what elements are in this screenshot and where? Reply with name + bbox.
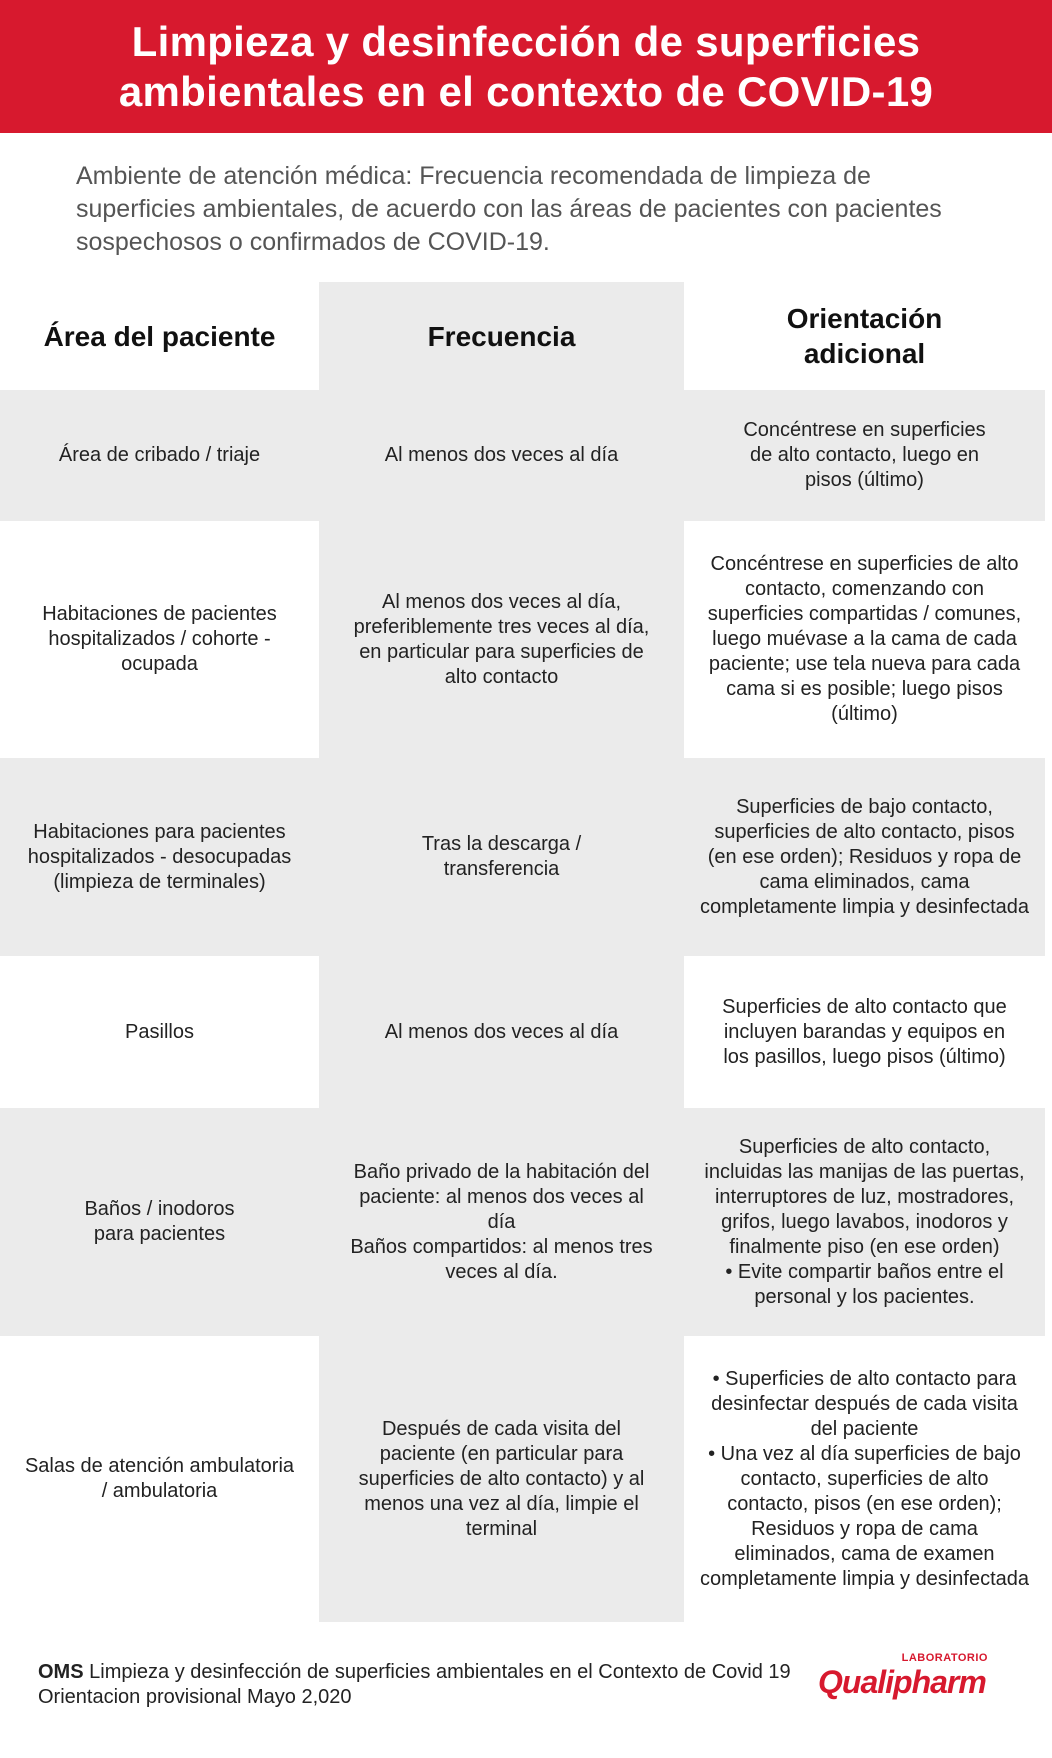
frequency-cell: Al menos dos veces al día: [384, 1020, 619, 1043]
table-row: [0, 1336, 1045, 1622]
guidance-cell: Concéntrese en superficies de alto contacto, luego en pisos (último): [743, 419, 986, 491]
header-frequency: Frecuencia: [427, 320, 576, 352]
title-line-2: ambientales en el contexto de COVID-19: [118, 67, 934, 115]
area-cell: Baños / inodoros para pacientes: [84, 1198, 235, 1245]
source-org: OMS: [38, 1661, 84, 1683]
frequency-line: Baños compartidos: al menos tres veces al día.: [350, 1235, 653, 1283]
title-line-1: Limpieza y desinfección de superficies: [131, 17, 921, 65]
guidance-line: Superficies de alto contacto, incluidas las manijas de las puertas, interruptores de luz, mostradores, grifos, luego lavabos, inodoros y finalmente piso (en ese orden): [704, 1135, 1025, 1258]
area-cell: Habitaciones para pacientes hospitalizados - desocupadas (limpieza de terminales): [27, 820, 292, 893]
guidance-cell: Concéntrese en superficies de alto contacto, comenzando con superficies compartidas / comunes, luego muévase a la cama de cada paciente; use tela nueva para cada cama si es posible; luego pisos (último): [707, 553, 1022, 725]
guidance-cell: [684, 1336, 1045, 1622]
guidance-cell: [684, 1108, 1045, 1336]
table-row: [0, 390, 1045, 521]
logo-laboratorio: LABORATORIO: [901, 1652, 988, 1664]
intro-text: Ambiente de atención médica: Frecuencia recomendada de limpieza de superficies ambientales, de acuerdo con las áreas de pacientes con pacientes sospechosos o confirmados de COVID-19.: [76, 162, 942, 256]
table-row: [0, 521, 1045, 758]
frequency-line: Baño privado de la habitación del paciente: al menos dos veces al día: [353, 1160, 650, 1233]
header-guidance: Orientación adicional: [786, 303, 943, 369]
table-row: [0, 758, 1045, 956]
source-footnote: [38, 1660, 818, 1710]
guidance-line: • Una vez al día superficies de bajo contacto, superficies de alto contacto, pisos (en ese orden); Residuos y ropa de cama eliminados, cama de examen completamente limpia y desinfectada: [699, 1442, 1030, 1590]
title-banner: [0, 0, 1052, 133]
area-cell: Área de cribado / triaje: [58, 444, 261, 466]
guidance-cell: Superficies de alto contacto que incluyen barandas y equipos en los pasillos, luego pisos (último): [722, 995, 1007, 1068]
page-title: [119, 17, 933, 117]
area-cell: Salas de atención ambulatoria / ambulatoria: [24, 1455, 295, 1502]
frequency-cell: Después de cada visita del paciente (en particular para superficies de alto contacto) y al menos una vez al día, limpie el terminal: [358, 1417, 645, 1540]
guidance-line: • Superficies de alto contacto para desinfectar después de cada visita del paciente: [711, 1367, 1018, 1440]
area-cell: Habitaciones de pacientes hospitalizados / cohorte - ocupada: [42, 603, 277, 675]
area-cell: Pasillos: [125, 1020, 194, 1043]
qualipharm-logo: [818, 1650, 998, 1710]
guidance-cell: Superficies de bajo contacto, superficies de alto contacto, pisos (en ese orden); Residuos y ropa de cama eliminados, cama completamente limpia y desinfectada: [699, 795, 1030, 918]
frequency-cell: Tras la descarga / transferencia: [421, 833, 582, 880]
header-area: Área del paciente: [43, 320, 276, 352]
cleaning-table: [0, 282, 1045, 1622]
frequency-cell: Al menos dos veces al día: [384, 444, 619, 466]
frequency-cell: [319, 1108, 684, 1336]
guidance-line: • Evite compartir baños entre el personal y los pacientes.: [725, 1260, 1004, 1308]
table-header-row: [0, 282, 1045, 390]
frequency-cell: Al menos dos veces al día, preferiblemente tres veces al día, en particular para superficies de alto contacto: [353, 590, 650, 688]
logo-brand: Qualipharm: [818, 1664, 986, 1700]
source-text: Limpieza y desinfección de superficies ambientales en el Contexto de Covid 19 Orientacion provisional Mayo 2,020: [38, 1661, 791, 1708]
table-row: [0, 1108, 1045, 1336]
table-row: [0, 956, 1045, 1108]
